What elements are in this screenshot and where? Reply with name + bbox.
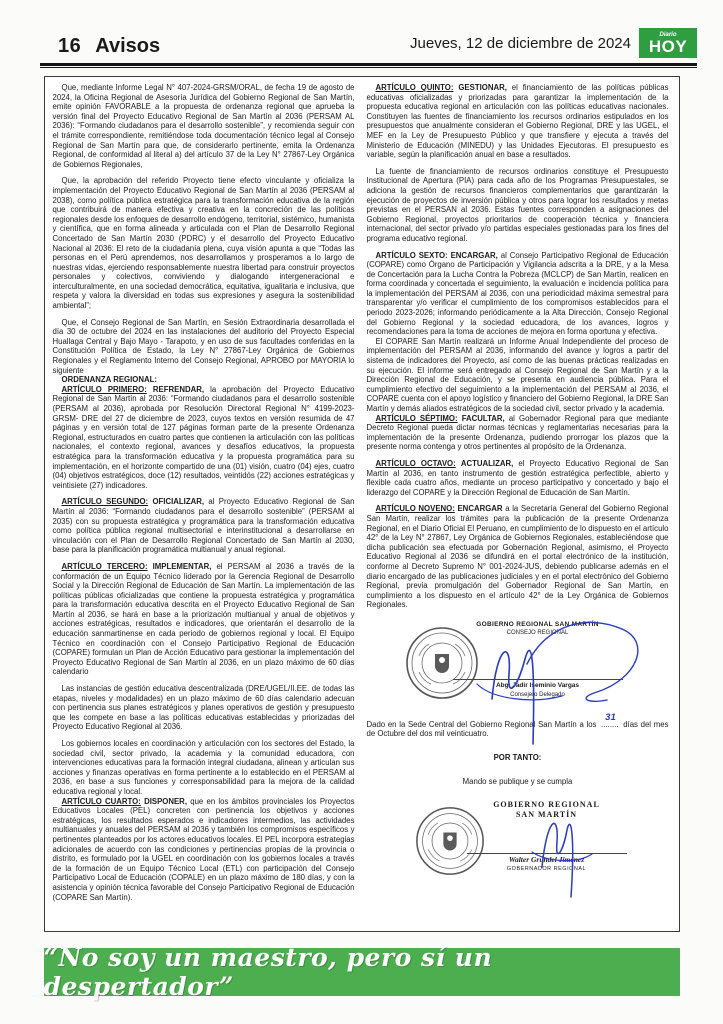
ordinance-document xyxy=(44,76,680,932)
document-paragraph: ARTÍCULO CUARTO: DISPONER, que en los ámbitos provinciales los Proyectos Educativos Locales (PEL) concreten con pertinencia los objetivos y acciones estratégicas, los resultados esperados e indicadores intermedios, las actividades multianuales y anuales del PERSAM al 2036 y también los compromisos específicos y pertinentes planteados por los actores educativos locales. El PEL incorpora estrategias adicionales de acuerdo con las condiciones y pertinencias propias de la provincia o distrito, es formulado por la UGEL en coordinación con los gobiernos locales a través de la formación de un Equipo Técnico Local (ETL) con participación del Consejo Participativo Local de Educación (COPALE) en un plazo máximo de 180 días, y con la asistencia y opinión técnica favorable del Consejo Participativo Regional de Educación (COPARE San Martín). xyxy=(52,796,355,902)
section-title: Avisos xyxy=(95,35,161,57)
handwritten-day: 31 xyxy=(605,711,616,723)
left-column xyxy=(53,83,355,925)
org-name: GOBIERNO REGIONAL SAN MARTÍN xyxy=(476,620,599,628)
masthead-right xyxy=(410,28,697,58)
article-heading: ARTÍCULO PRIMERO: xyxy=(61,384,147,394)
logo-hoy-label: HOY xyxy=(648,36,688,56)
document-paragraph: ARTÍCULO SÉPTIMO: FACULTAR, al Gobernador Regional para que mediante Decreto Regional pueda dictar normas técnicas y reglamentarias necesarias para la implementación de la presente Ordenanza, pudiendo prorrogar los plazos que la presente norma contenga y otros pertinentes al propósito de la Ordenanza. xyxy=(366,413,669,452)
article-heading: ARTÍCULO CUARTO: xyxy=(61,796,141,806)
newspaper-logo xyxy=(639,28,697,58)
article-verb: DISPONER, xyxy=(144,796,187,806)
article-heading: ORDENANZA REGIONAL: xyxy=(61,375,157,385)
mando-line: Mando se publique y se cumpla xyxy=(462,776,573,786)
document-paragraph: El COPARE San Martín realizará un Informe Anual Independiente del proceso de implementación del PERSAM al 2036, informando del avance y logros a partir del sistema de indicadores del Proyecto, así como de las buenas prácticas realizadas en su ejecución. El informe será entregado al Consejo Regional de San Martín y a la Dirección Regional de Educación, y se presenta en audiencia pública. Para el cumplimiento efectivo del seguimiento a la implementación del PERSAM al 2036, el COPARE cuenta con el apoyo logístico y financiero del Gobierno Regional, la DRE San Martín y demás aliados estratégicos de la sociedad civil, sector privado y la academia. xyxy=(366,336,669,413)
article-heading: ARTÍCULO SEXTO: xyxy=(375,250,448,260)
right-column-text xyxy=(367,83,669,610)
issued-at-prefix: Dado en la Sede Central del Gobierno Regional San Martín a los xyxy=(366,719,597,729)
issued-at-line xyxy=(366,711,669,739)
dotted-line: ........ xyxy=(601,719,619,729)
document-paragraph: ARTÍCULO SEXTO: ENCARGAR, al Consejo Participativo Regional de Educación (COPARE) como Órgano de Participación y Vigilancia adscrita a la DRE, y a la Mesa de Concertación para la Lucha Contra la Pobreza (MCLCP) de San Martín, realicen en forma coordinada y concertada el seguimiento, la evaluación e incidencia política para la implementación del PERSAM al 2036, con una periodicidad máxima semestral para transparentar y/o verificar el cumplimiento de los compromisos establecidos para el periodo 2023-2026; informando periódicamente a la Alta Dirección, Consejo Regional del Gobierno Regional y la sociedad educadora, de los avances, logros y recomendaciones para la toma de acciones de mejora en forma oportuna y efectiva. xyxy=(366,250,669,337)
day-blank xyxy=(599,711,620,730)
signer-title: Consejero Delegado xyxy=(510,691,565,698)
article-verb: ENCARGAR xyxy=(457,504,503,514)
signature-block-consejo xyxy=(367,618,669,710)
header-divider xyxy=(40,63,697,68)
article-verb: IMPLEMENTAR, xyxy=(152,561,212,571)
signer-name: Walter Grundel Jiménez xyxy=(467,853,627,865)
org-subname: SAN MARTÍN xyxy=(515,809,578,819)
document-paragraph: ARTÍCULO OCTAVO: ACTUALIZAR, el Proyecto Educativo Regional de San Martín al 2036, en tanto instrumento de gestión estratégica perfectible, abierto y flexible cada cuatro años, mediante un proceso participativo y concertado y bajo el liderazgo del COPARE y la Dirección Regional de Educación de San Martín. xyxy=(366,458,669,497)
page-header xyxy=(58,26,697,58)
document-paragraph: ARTÍCULO PRIMERO: REFRENDAR, la aprobación del Proyecto Educativo Regional de San Martín al 2036: “Formando ciudadanos para el desarrollo sostenible (PERSAM al 2036), aprobada por Resolución Directoral Regional N° 4199-2023-GRSM- DRE del 27 de diciembre de 2023, cuyos textos en versión resumida de 47 páginas y en versión total de 127 páginas forman parte de la presente Ordenanza Regional, estructurados en cuatro partes que contienen la articulación con las políticas nacionales, el contexto regional, avances y desafíos educativos, la propuesta estratégica para la transformación educativa y la propuesta programática para su implementación, en el horizonte compartido de una (01) visión, cuatro (04) ejes, cuatro (04) objetivos estratégicos, doce (12) resultados, veintidós (22) acciones estratégicas y veintisiete (27) indicadores. xyxy=(52,384,355,490)
signature1-text xyxy=(453,620,623,700)
article-verb: GESTIONAR, xyxy=(458,83,507,92)
document-paragraph: Las instancias de gestión educativa descentralizada (DRE/UGEL/II.EE. de todas las etapas, niveles y modalidades) en un plazo máximo de 60 días calendario adecuan con pertinencia sus planes estratégicos y planes operativos de gestión y presupuesto que les compete en base a las políticas educativas establecidas y priorizadas del Proyecto Educativo Regional al 2036. xyxy=(52,684,355,732)
article-heading: ARTÍCULO SÉPTIMO: xyxy=(375,413,458,423)
article-verb: FACULTAR, xyxy=(461,413,505,423)
signer-name: Abg. Jadir Iseminio Vargas xyxy=(453,679,623,691)
document-paragraph xyxy=(53,375,355,385)
document-paragraph: ARTÍCULO QUINTO: GESTIONAR, el financiamiento de las políticas públicas educativas oficializadas y priorizadas para garantizar la implementación de la propuesta educativa regional en articulación con las políticas educativas nacionales. Constituyen las fuentes de financiamiento los recursos ordinarios estipulados en los presupuestos que anualmente consideran el Gobierno Regional, DRE y las UGEL, el MEF en la Ley de Presupuesto Público y que transfiere y ejecuta a través del Ministerio de Educación (MINEDU) y las Unidades Ejecutoras. El presupuesto es variable, según la planificación anual en base a resultados. xyxy=(366,83,669,160)
logo-diario-label: Diario xyxy=(659,31,677,38)
org-subname: CONSEJO REGIONAL xyxy=(506,630,569,637)
quote-text: “No soy un maestro, pero sí un despertador” xyxy=(43,943,493,1001)
document-paragraph: La fuente de financiamiento de recursos ordinarios constituye el Presupuesto Institucional de Apertura (PIA) para cada año de los Programas Presupuestales, se adiciona la gestión de recursos financieros complementarios que garantizarán la ejecución de proyectos de inversión pública y otros para lograr los resultados y metas previstas en el PERSAN al 2036. Estas fuentes corresponden a asignaciones del Gobierno Regional, proyectos prioritarios de cooperación técnica y financiera internacional, del sector privado y/o partidas especiales gestionadas para los fines del programa educativo regional. xyxy=(366,166,669,243)
article-heading: ARTÍCULO SEGUNDO: xyxy=(61,497,149,507)
article-heading: ARTÍCULO OCTAVO: xyxy=(375,458,456,468)
document-paragraph: ARTÍCULO NOVENO: ENCARGAR a la Secretaría General del Gobierno Regional San Martín, realizar los trámites para la publicación de la presente Ordenanza Regional, en el Diario Oficial El Peruano, en cumplimiento de lo dispuesto en el artículo 42° de la Ley N° 27867, Ley Orgánica de Gobiernos Regionales, estableciéndose que dicha publicación sea efectuada por Gobernación Regional, asimismo, el Proyecto Educativo Regional al 2036 se difundirá en el portal electrónico de la institución, conforme al Decreto Supremo N° 001-2024-JUS, debiendo publicarse además en el diario encargado de las publicaciones judiciales y en el portal electrónico del Gobierno Regional, previa promulgación del Gobernador Regional de San Martín, en cumplimiento a los dispuesto en el artículo 42° de la Ley Orgánica de Gobiernos Regionales. xyxy=(366,504,669,610)
document-paragraph: Que, el Consejo Regional de San Martín, en Sesión Extraordinaria desarrollada el día 30 de octubre del 2024 en las instalaciones del auditorio del Proyecto Especial Huallaga Central y Bajo Mayo - Tarapoto, y en uso de sus facultades conferidas en la Constitución Política de Estado, la Ley N° 27867-Ley Orgánica de Gobiernos Regionales y el Reglamento Interno del Consejo Regional, APROBO por MAYORIA lo siguiente xyxy=(52,317,355,375)
article-heading: ARTÍCULO NOVENO: xyxy=(375,504,455,514)
article-verb: ENCARGAR, xyxy=(450,250,498,260)
document-paragraph: ARTÍCULO SEGUNDO: OFICIALIZAR, al Proyecto Educativo Regional de San Martín al 2036: “Formando ciudadanos para el desarrollo sostenible” (PERSAM al 2035) con su propuesta estratégica y programática para la transformación educativa como política pública regional multisectorial e interinstitucional a desarrollarse en vinculación con el Plan de Desarrollo Regional Concertado de San Martín al 2030, base para la planificación programática multianual y anual regional. xyxy=(52,497,355,555)
article-verb: ACTUALIZAR, xyxy=(460,458,514,468)
article-heading: ARTÍCULO QUINTO: xyxy=(375,83,454,92)
document-paragraph: ARTÍCULO TERCERO: IMPLEMENTAR, el PERSAM al 2036 a través de la conformación de un Equipo Técnico liderado por la Gerencia Regional de Desarrollo Social y la Dirección Regional de Educación de San Martín. La implementación de las políticas públicas oficializadas que contiene la propuesta estratégica y programática para la transformación educativa descrita en el Proyecto Educativo Regional de San Martín al 2036, se hará en base a la priorización multianual y anual de objetivos y acciones estratégicas, resultados e indicadores, que orientarán el desarrollo de la educación sanmartinense en cada periodo de gobiernos regional y local. El Equipo Técnico en coordinación con el Consejo Participativo Regional de Educación (COPARE) formulan un Plan de Acción Educativo para gestionar la implementación del Proyecto Educativo Regional de San Martín al 2036, en un plazo máximo de 60 días calendario xyxy=(52,561,355,677)
document-paragraph: Que, la aprobación del referido Proyecto tiene efecto vinculante y oficializa la implementación del Proyecto Educativo Regional de San Martín al 2036 (PERSAM al 2038), como política pública estratégica para la transformación educativa de la región que contribuirá de manera efectiva y creativa en la concreción de las políticas regionales desde los enfoques de desarrollo endógeno, territorial, sistémico, humanista y científica, que en forma alineada y articulada con el Plan de Desarrollo Regional Concertado de San Martín 2030 (PDRC) y el desarrollo del Proyecto Educativo Nacional al 2036: El reto de la ciudadanía plena, cuya visión apunta a que “Todas las personas en el Perú aprendemos, nos desarrollamos y prosperamos a lo largo de nuestras vidas, ejerciendo responsablemente nuestra libertad para construir proyectos personales y colectivos, conviviendo y dialogando intergeneracional e interculturalmente, en una sociedad democrática, equitativa, igualitaria e inclusiva, que respeta y valora la diversidad en todas sus expresiones y asegura la sostenibilidad ambiental”; xyxy=(52,176,355,311)
right-column xyxy=(367,83,669,925)
quote-banner xyxy=(43,943,680,1001)
por-tanto-label: POR TANTO: xyxy=(493,753,542,763)
article-verb: OFICIALIZAR, xyxy=(152,497,205,507)
document-paragraph: Los gobiernos locales en coordinación y articulación con los sectores del Estado, la sociedad civil, sector privado, la academia y la comunidad educadora, con intervenciones educativas para la formación integral ciudadana, alinean y articulan sus acciones y finanzas operativas en forma pertinente a lo establecido en el PERSAM al 2036, en base a sus funciones y corresponsabilidad para la mejora de la calidad educativa regional y local. xyxy=(52,739,355,796)
article-heading: ARTÍCULO TERCERO: xyxy=(61,561,148,571)
signature-block-gobernador xyxy=(367,792,669,896)
issued-at-suffix: días del mes de Octubre del dos mil veinticuatro. xyxy=(366,719,669,739)
signer-title: GOBERNADOR REGIONAL xyxy=(506,866,587,873)
issue-date: Jueves, 12 de diciembre de 2024 xyxy=(410,34,631,52)
signature2-text xyxy=(467,800,627,874)
document-paragraph: Que, mediante Informe Legal N° 407-2024-GRSM/ORAL, de fecha 19 de agosto de 2024, la Oficina Regional de Asesoría Jurídica del Gobierno Regional de San Martín, emite opinión FAVORABLE a la propuesta de ordenanza regional que aprueba la versión final del Proyecto Educativo Regional de San Martín al 2036 (PERSAM AL 2036): “Formando ciudadanos para el desarrollo sostenible”, y recomienda seguir con el trámite correspondiente, remitiéndose toda documentación técnico legal al Consejo Regional de San Martín para que, de considerarlo pertinente, emita la Ordenanza Regional, de conformidad al literal a) del artículo 37 de la Ley N° 27867-Ley Orgánica de Gobiernos Regionales, xyxy=(52,83,355,169)
page-number: 16 xyxy=(58,35,82,57)
article-verb: REFRENDAR, xyxy=(152,384,205,394)
org-name: GOBIERNO REGIONAL xyxy=(493,800,600,810)
